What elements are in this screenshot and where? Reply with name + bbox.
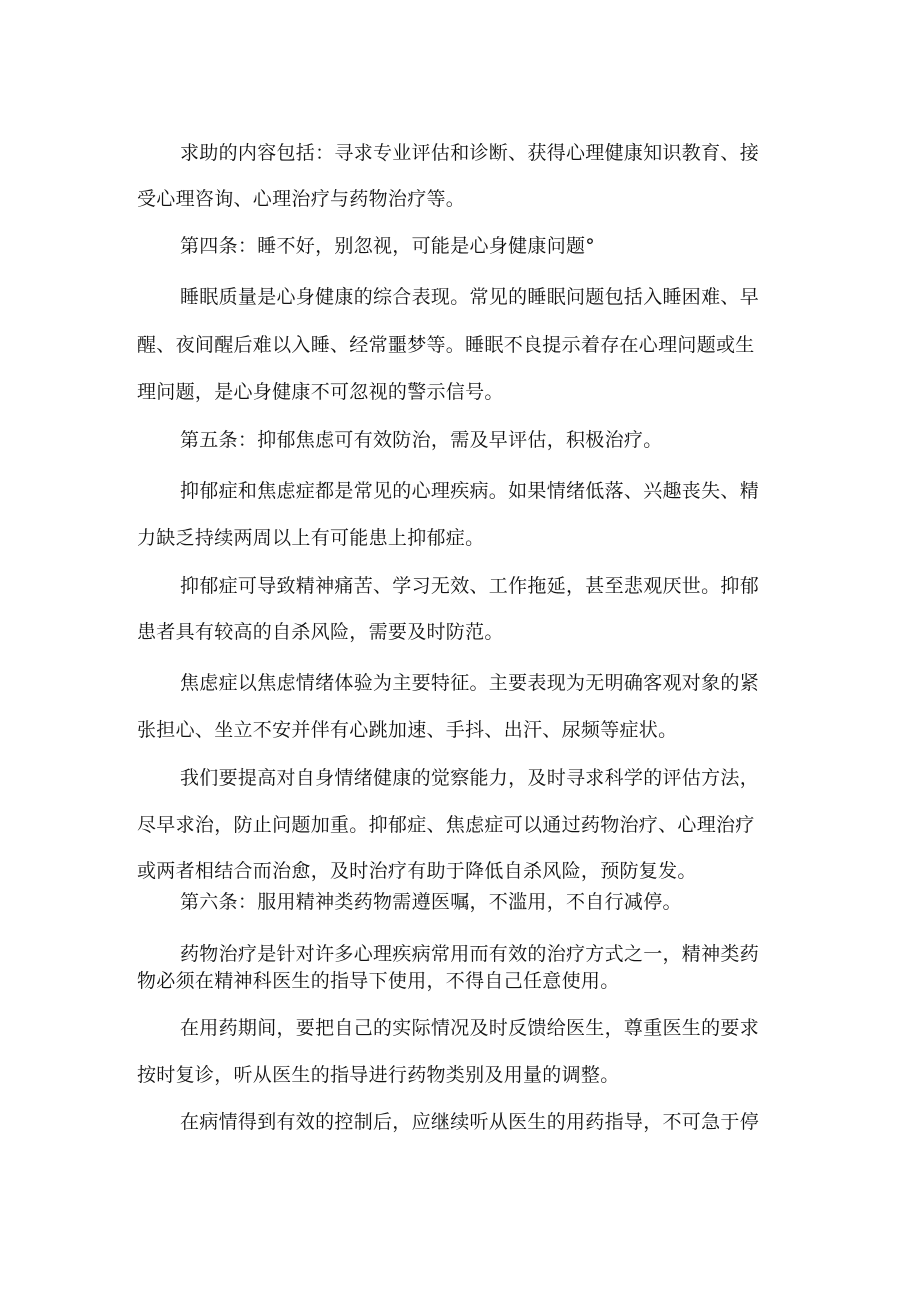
paragraph-line: 力缺乏持续两周以上有可能患上抑郁症。 — [137, 527, 485, 549]
paragraph-line: 醒、夜间醒后难以入睡、经常噩梦等。睡眠不良提示着存在心理问题或生 — [137, 334, 755, 356]
paragraph-line: 我们要提高对自身情绪健康的觉察能力，及时寻求科学的评估方法， — [180, 767, 760, 789]
paragraph-line: 求助的内容包括：寻求专业评估和诊断、获得心理健康知识教育、接 — [180, 142, 760, 164]
paragraph-line: 药物治疗是针对许多心理疾病常用而有效的治疗方式之一，精神类药 — [180, 943, 760, 965]
section-heading: 第六条：服用精神类药物需遵医嘱，不滥用，不自行减停。 — [180, 891, 682, 913]
paragraph-line: 焦虑症以焦虑情绪体验为主要特征。主要表现为无明确客观对象的紧 — [180, 672, 760, 694]
paragraph-line: 睡眠质量是心身健康的综合表现。常见的睡眠问题包括入睡困难、早 — [180, 286, 760, 308]
paragraph-line: 按时复诊，听从医生的指导进行药物类别及用量的调整。 — [137, 1064, 620, 1086]
paragraph-line: 或两者相结合而治愈，及时治疗有助于降低自杀风险，预防复发。 — [137, 860, 697, 882]
paragraph-line: 抑郁症可导致精神痛苦、学习无效、工作拖延，甚至悲观厌世。抑郁 — [180, 575, 760, 597]
paragraph-line: 张担心、坐立不安并伴有心跳加速、手抖、出汗、尿频等症状。 — [137, 719, 678, 741]
paragraph-line: 在病情得到有效的控制后，应继续听从医生的用药指导，不可急于停 — [180, 1111, 760, 1133]
section-heading: 第五条：抑郁焦虑可有效防治，需及早评估，积极治疗。 — [180, 429, 663, 451]
paragraph-line: 患者具有较高的自杀风险，需要及时防范。 — [137, 621, 504, 643]
paragraph-line: 抑郁症和焦虑症都是常见的心理疾病。如果情绪低落、兴趣丧失、精 — [180, 480, 760, 502]
paragraph-line: 尽早求治，防止问题加重。抑郁症、焦虑症可以通过药物治疗、心理治疗 — [137, 814, 755, 836]
paragraph-line: 在用药期间，要把自己的实际情况及时反馈给医生，尊重医生的要求 — [180, 1017, 760, 1039]
paragraph-line: 物必须在精神科医生的指导下使用，不得自己任意使用。 — [137, 970, 620, 992]
paragraph-line: 理问题，是心身健康不可忽视的警示信号。 — [137, 381, 504, 403]
paragraph-line: 受心理咨询、心理治疗与药物治疗等。 — [137, 188, 466, 210]
section-heading: 第四条：睡不好，别忽视，可能是心身健康问题° — [180, 235, 596, 257]
